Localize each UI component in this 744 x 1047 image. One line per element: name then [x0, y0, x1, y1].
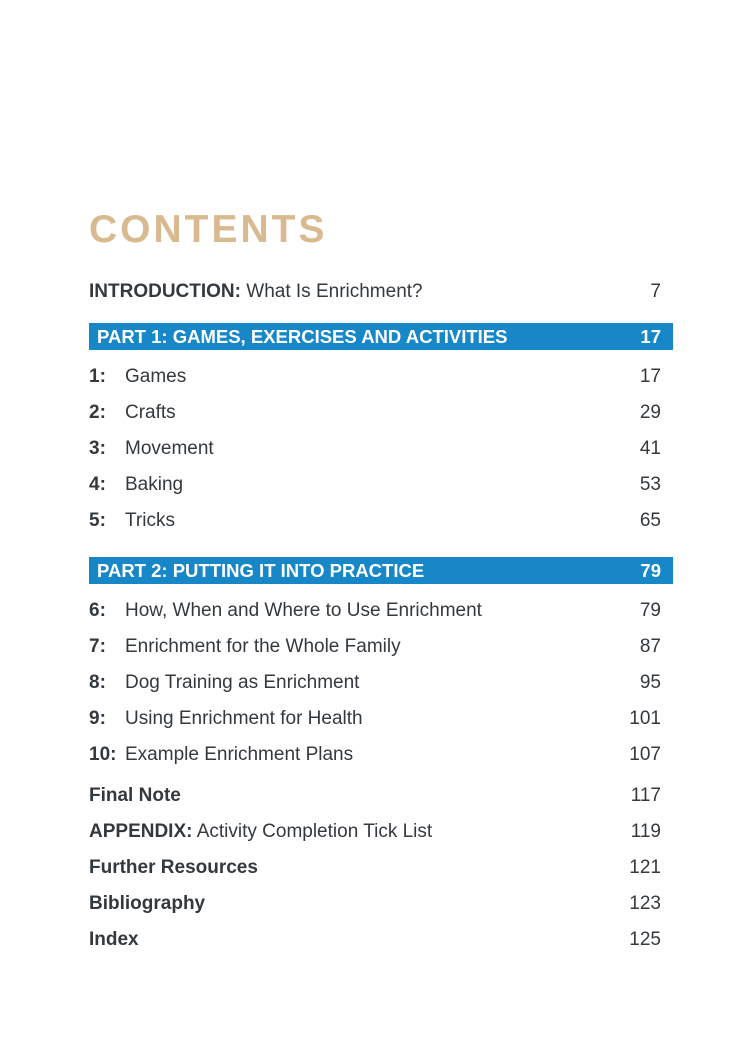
chapter-number: 7: [89, 636, 106, 657]
chapter-title: How, When and Where to Use Enrichment [125, 600, 482, 621]
chapter-number: 4: [89, 474, 106, 495]
toc-entry-chapter-7 [89, 637, 673, 657]
entry-page-number: 87 [639, 636, 661, 657]
entry-label: Further Resources [89, 857, 258, 878]
toc-entry-chapter-8 [89, 673, 673, 693]
entry-text [89, 282, 650, 302]
entry-title: Activity Completion Tick List [192, 821, 433, 842]
part-header-text [97, 326, 640, 348]
entry-page-number: 29 [639, 402, 661, 423]
entry-page-number: 101 [629, 708, 661, 729]
part-1-header [89, 323, 673, 350]
entry-page-number: 53 [639, 474, 661, 495]
chapter-number: 6: [89, 600, 106, 621]
entry-label: Final Note [89, 785, 181, 806]
toc-entry-introduction [89, 282, 673, 302]
chapter-title: Games [125, 366, 187, 387]
chapter-number: 2: [89, 402, 106, 423]
toc-entry-chapter-1 [89, 367, 673, 387]
toc-entry-appendix [89, 822, 673, 842]
entry-page-number: 119 [630, 821, 661, 842]
toc-entry-chapter-9 [89, 709, 673, 729]
chapter-number: 3: [89, 438, 106, 459]
chapter-number: 8: [89, 672, 106, 693]
toc-entry-chapter-5 [89, 511, 673, 531]
entry-page-number: 41 [639, 438, 661, 459]
entry-page-number: 125 [629, 929, 661, 950]
toc-page [89, 0, 673, 950]
part-label: PART 2: [97, 559, 168, 581]
chapter-title: Dog Training as Enrichment [125, 672, 360, 693]
part-label: PART 1: [97, 325, 168, 347]
entry-page-number: 123 [629, 893, 661, 914]
toc-entry-final-note [89, 786, 673, 806]
toc-entry-index [89, 930, 673, 950]
chapter-number: 9: [89, 708, 106, 729]
entry-page-number: 17 [639, 366, 661, 387]
entry-label: Bibliography [89, 893, 206, 914]
toc-entry-chapter-4 [89, 475, 673, 495]
entry-label: Index [89, 929, 139, 950]
entry-page-number: 107 [629, 744, 661, 765]
toc-entry-bibliography [89, 894, 673, 914]
chapter-title: Tricks [125, 510, 175, 531]
entry-page-number: 7 [650, 281, 661, 302]
part-title: GAMES, EXERCISES AND ACTIVITIES [172, 325, 508, 347]
chapter-number: 10: [89, 744, 117, 765]
part-header-text [97, 560, 640, 582]
chapter-title: Example Enrichment Plans [125, 744, 354, 765]
chapter-title: Movement [125, 438, 214, 459]
toc-entry-chapter-2 [89, 403, 673, 423]
entry-title: What Is Enrichment? [246, 281, 423, 302]
toc-entry-chapter-10 [89, 745, 673, 765]
chapter-title: Baking [125, 474, 184, 495]
part-page-number: 17 [640, 325, 661, 347]
entry-label: APPENDIX: [89, 821, 193, 842]
entry-page-number: 79 [639, 600, 661, 621]
chapter-title: Using Enrichment for Health [125, 708, 363, 729]
chapter-number: 1: [89, 366, 106, 387]
entry-page-number: 65 [639, 510, 661, 531]
toc-entry-chapter-6 [89, 601, 673, 621]
page-title: CONTENTS [89, 208, 328, 251]
entry-page-number: 121 [629, 857, 661, 878]
entry-page-number: 95 [639, 672, 661, 693]
toc-entry-further-resources [89, 858, 673, 878]
chapter-title: Crafts [125, 402, 176, 423]
part-2-header [89, 557, 673, 584]
toc-entry-chapter-3 [89, 439, 673, 459]
entry-page-number: 117 [630, 785, 661, 806]
chapter-number: 5: [89, 510, 106, 531]
part-page-number: 79 [640, 559, 661, 581]
chapter-title: Enrichment for the Whole Family [125, 636, 401, 657]
part-title: PUTTING IT INTO PRACTICE [172, 559, 425, 581]
entry-label: INTRODUCTION: [89, 281, 241, 302]
